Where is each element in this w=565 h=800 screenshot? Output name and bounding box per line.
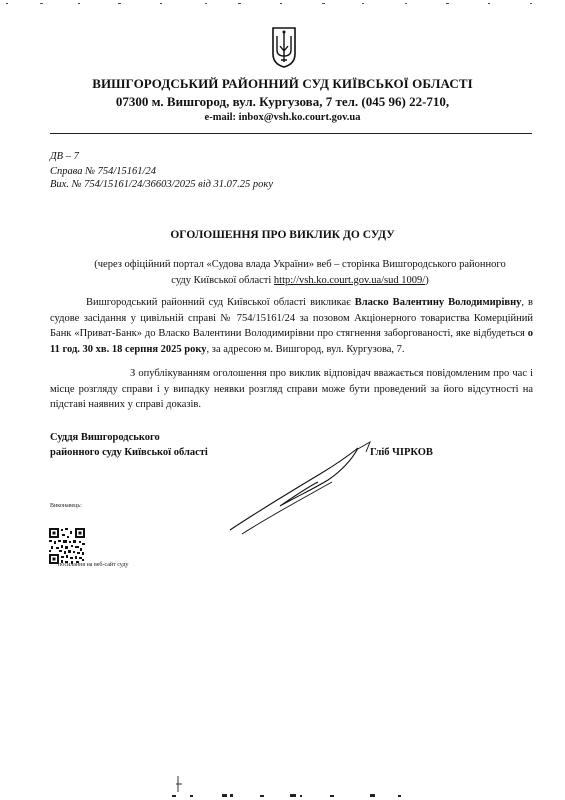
judge-title-line-1: Суддя Вишгородського xyxy=(50,432,160,443)
judge-name: Гліб ЧІРКОВ xyxy=(370,447,433,458)
handwritten-signature xyxy=(220,430,400,540)
p1-intro: Вишгородський районний суд Київської області викликає xyxy=(86,297,355,308)
outgoing-number: Вих. № 754/15161/24/36603/2025 від 31.07.25 року xyxy=(50,179,274,190)
court-address: 07300 м. Вишгород, вул. Кургузова, 7 тел. (045 96) 22-710, xyxy=(115,94,450,109)
coat-of-arms-icon xyxy=(271,24,297,68)
notice-paragraph-2: З опублікуванням оголошення про виклик відповідач вважається повідомленим про час і місце розгляду справи і у випадку неявки розгляд справи може бути проведений за його відсутності на підставі наявних у справі доказів. xyxy=(50,368,533,410)
scan-artifacts-bottom xyxy=(170,772,410,798)
qr-code-icon[interactable] xyxy=(49,528,85,564)
defendant-name: Власко Валентину Володимирівну xyxy=(354,297,522,308)
court-email: e-mail: inbox@vsh.ko.court.gov.ua xyxy=(204,112,361,123)
qr-caption: посилання на веб-сайт суду xyxy=(58,562,129,568)
p1-address: , за адресою м. Вишгород, вул. Кургузова, 7. xyxy=(206,343,405,355)
subtitle-suffix: ) xyxy=(425,275,429,286)
scan-dots-top xyxy=(0,2,565,6)
notice-subtitle xyxy=(60,257,540,289)
executor-label: Виконавець: xyxy=(50,503,82,509)
judge-title-line-2: районного суду Київської області xyxy=(50,447,208,458)
subtitle-line-1: (через офіційний портал «Судова влада України» веб – сторінка Вишгородського районного xyxy=(94,259,506,270)
notice-title: ОГОЛОШЕННЯ ПРО ВИКЛИК ДО СУДУ xyxy=(170,229,395,241)
p1-body: , в судове засідання у цивільній справі № 754/15161/24 за позовом Акціонерного товариства Комерційний Банк «Приват-Банк» до Власко Валентини Володимирівни про стягнення заборгованості, яке відбудеться xyxy=(50,297,533,339)
notice-paragraph-1 xyxy=(50,295,533,357)
subtitle-prefix: суду Київської області xyxy=(171,275,274,286)
hearing-datetime: о 11 год. 30 хв. 18 серпня 2025 року xyxy=(50,328,533,355)
case-number: Справа № 754/15161/24 xyxy=(50,166,156,177)
court-name: ВИШГОРОДСЬКИЙ РАЙОННИЙ СУД КИЇВСЬКОЇ ОБЛАСТІ xyxy=(92,76,473,91)
subtitle-line-2 xyxy=(60,273,540,289)
court-website-link[interactable]: http://vsh.ko.court.gov.ua/sud 1009/ xyxy=(273,275,426,286)
doc-code: ДВ – 7 xyxy=(50,151,79,162)
header-divider xyxy=(50,133,532,134)
